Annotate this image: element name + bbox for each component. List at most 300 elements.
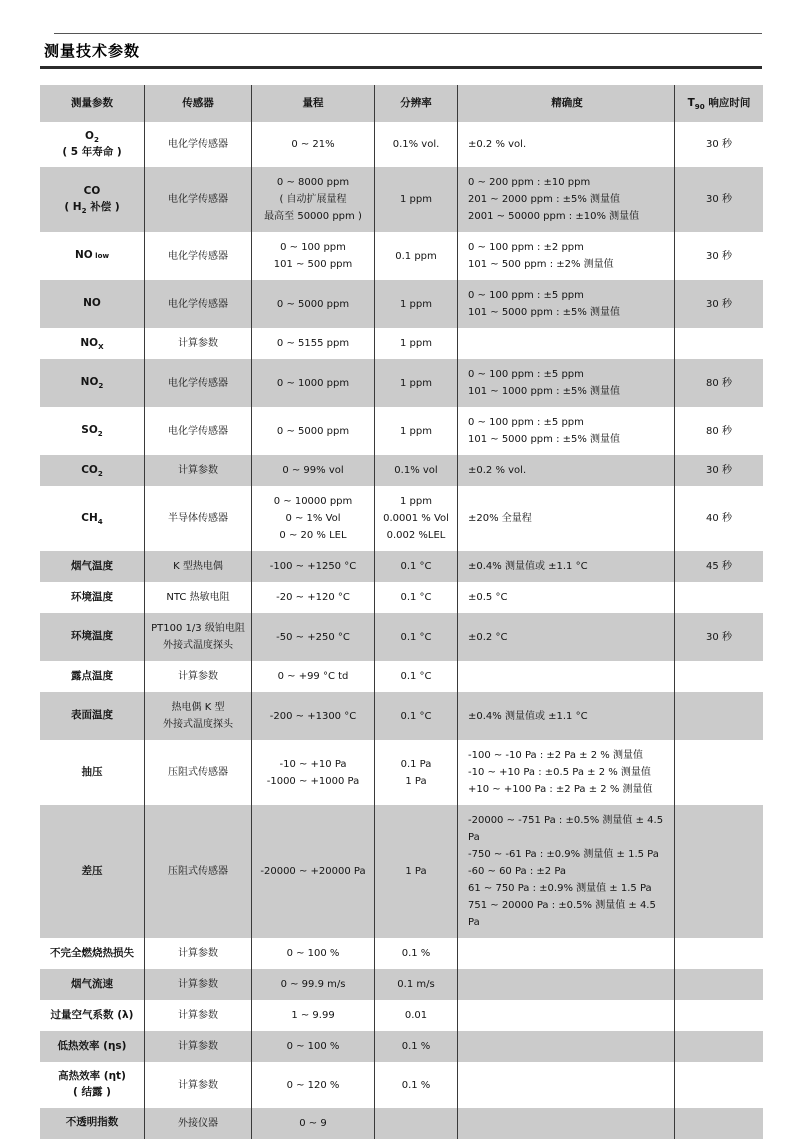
cell-line: 计算参数 — [178, 948, 218, 960]
param-cell — [40, 969, 145, 1000]
sensor-cell — [145, 359, 252, 407]
cell-line: ±0.2 % vol. — [468, 139, 527, 151]
table-row — [40, 359, 763, 407]
text-segment: 过量空气系数 (λ) — [50, 1008, 134, 1021]
cell-line: ±20% 全量程 — [468, 513, 532, 525]
column-header-response — [675, 85, 763, 122]
range-cell — [252, 407, 375, 455]
cell-line: ( 自动扩展量程 — [279, 194, 347, 206]
param-cell — [40, 359, 145, 407]
table-row — [40, 1108, 763, 1139]
accuracy-cell — [458, 407, 675, 455]
cell-line: 0.1 °C — [400, 561, 432, 573]
accuracy-cell — [458, 582, 675, 613]
text-segment: CO — [83, 185, 101, 198]
response-cell — [675, 359, 763, 407]
response-cell — [675, 661, 763, 692]
resolution-cell — [375, 1031, 458, 1062]
cell-line: -100 ~ -10 Pa : ±2 Pa ± 2 % 测量值 — [468, 750, 643, 762]
cell-line: 1 Pa — [405, 866, 427, 878]
cell-line: 外接仪器 — [178, 1117, 218, 1129]
text-segment: NO — [80, 376, 99, 389]
cell-line — [71, 708, 113, 724]
accuracy-cell — [458, 805, 675, 938]
cell-line: -200 ~ +1300 °C — [269, 710, 357, 722]
table-row — [40, 582, 763, 613]
cell-line: ±0.4% 测量值或 ±1.1 °C — [468, 710, 588, 722]
table-row — [40, 938, 763, 969]
cell-line — [58, 1039, 127, 1055]
text-segment: 精确度 — [551, 97, 583, 109]
cell-line: 0.01 — [404, 1010, 428, 1022]
resolution-cell — [375, 167, 458, 232]
text-segment: 响应时间 — [704, 97, 751, 109]
response-cell — [675, 122, 763, 168]
cell-line: 0.1 °C — [400, 592, 432, 604]
cell-line: 0 ~ 100 ppm : ±2 ppm — [468, 242, 584, 254]
cell-line: 1 ppm — [400, 377, 432, 389]
cell-line: 半导体传感器 — [168, 513, 228, 525]
cell-line: 0 ~ 10000 ppm — [273, 496, 353, 508]
sensor-cell — [145, 167, 252, 232]
cell-line: 30 秒 — [706, 298, 732, 310]
sensor-cell — [145, 1062, 252, 1108]
cell-line: 外接式温度探头 — [163, 719, 233, 731]
text-segment: 2 — [93, 134, 99, 144]
sensor-cell — [145, 232, 252, 280]
cell-line: ±0.5 °C — [468, 592, 508, 604]
cell-line: 80 秒 — [706, 377, 732, 389]
response-cell — [675, 1108, 763, 1139]
cell-line — [182, 95, 214, 112]
text-segment: 2 — [97, 469, 103, 479]
resolution-cell — [375, 359, 458, 407]
cell-line: 0 ~ 100 ppm : ±5 ppm — [468, 417, 584, 429]
accuracy-cell — [458, 740, 675, 805]
range-cell — [252, 805, 375, 938]
table-row — [40, 1031, 763, 1062]
cell-line: 电化学传感器 — [168, 425, 228, 437]
cell-line — [64, 200, 119, 216]
cell-line: 45 秒 — [706, 561, 732, 573]
param-cell — [40, 328, 145, 359]
cell-line — [81, 463, 103, 479]
response-cell — [675, 740, 763, 805]
cell-line: -60 ~ 60 Pa : ±2 Pa — [468, 866, 567, 878]
text-segment: ( 5 年寿命 ) — [62, 145, 122, 158]
range-cell — [252, 122, 375, 168]
sensor-cell — [145, 455, 252, 486]
range-cell — [252, 740, 375, 805]
cell-line: 计算参数 — [178, 671, 218, 683]
accuracy-cell — [458, 938, 675, 969]
text-segment: ( H — [64, 200, 82, 213]
cell-line: 0 ~ 5000 ppm — [276, 298, 350, 310]
text-segment: CO — [81, 463, 98, 476]
cell-line: ±0.2 °C — [468, 631, 508, 643]
text-segment: NO — [80, 336, 99, 349]
text-segment: 高热效率 (ηt) — [58, 1070, 126, 1083]
cell-line — [71, 629, 113, 645]
resolution-cell — [375, 1108, 458, 1139]
accuracy-cell — [458, 359, 675, 407]
response-cell — [675, 613, 763, 661]
text-segment: 低热效率 (ηs) — [57, 1039, 127, 1052]
response-cell — [675, 805, 763, 938]
response-cell — [675, 692, 763, 740]
cell-line: 0 ~ +99 °C td — [277, 671, 349, 683]
text-segment: 环境温度 — [71, 630, 113, 643]
sensor-cell — [145, 692, 252, 740]
text-segment: ( 结露 ) — [73, 1086, 111, 1099]
cell-line: 1 ~ 9.99 — [291, 1010, 335, 1022]
text-segment: 抽压 — [81, 765, 103, 778]
text-segment: 补偿 ) — [86, 200, 120, 213]
text-segment: 差压 — [81, 864, 103, 877]
sensor-cell — [145, 740, 252, 805]
accuracy-cell — [458, 167, 675, 232]
cell-line — [73, 1085, 111, 1101]
sensor-cell — [145, 1031, 252, 1062]
cell-line: 0 ~ 100 ppm : ±5 ppm — [468, 290, 584, 302]
cell-line: 0 ~ 120 % — [286, 1079, 340, 1091]
accuracy-cell — [458, 122, 675, 168]
response-cell — [675, 167, 763, 232]
cell-line — [71, 669, 113, 685]
cell-line: -20 ~ +120 °C — [276, 592, 350, 604]
table-row — [40, 1000, 763, 1031]
param-cell — [40, 1108, 145, 1139]
table-row — [40, 551, 763, 582]
cell-line: 1 ppm — [400, 194, 432, 206]
response-cell — [675, 232, 763, 280]
cell-line: 电化学传感器 — [168, 377, 228, 389]
sensor-cell — [145, 486, 252, 551]
sensor-cell — [145, 122, 252, 168]
cell-line: NTC 热敏电阻 — [166, 592, 230, 604]
cell-line: -50 ~ +250 °C — [276, 631, 350, 643]
text-segment: 表面温度 — [71, 709, 113, 722]
cell-line: 0.1% vol. — [392, 139, 440, 151]
accuracy-cell — [458, 328, 675, 359]
cell-line: 0.1 m/s — [397, 979, 435, 991]
cell-line: 0.1 Pa — [400, 758, 432, 770]
table-row — [40, 661, 763, 692]
resolution-cell — [375, 1062, 458, 1108]
range-cell — [252, 280, 375, 328]
response-cell — [675, 486, 763, 551]
cell-line — [58, 1069, 126, 1085]
sensor-cell — [145, 1000, 252, 1031]
text-segment: 90 — [694, 102, 705, 112]
range-cell — [252, 613, 375, 661]
text-segment: 环境温度 — [71, 590, 113, 603]
table-row — [40, 692, 763, 740]
sensor-cell — [145, 280, 252, 328]
text-segment: CH — [81, 511, 98, 524]
sensor-cell — [145, 328, 252, 359]
text-segment: 分辨率 — [400, 97, 432, 109]
cell-line: 电化学传感器 — [168, 298, 228, 310]
cell-line: 计算参数 — [178, 338, 218, 350]
cell-line: 30 秒 — [706, 194, 732, 206]
table-row — [40, 613, 763, 661]
cell-line: -100 ~ +1250 °C — [269, 561, 357, 573]
cell-line: 0.1 % — [401, 1079, 431, 1091]
accuracy-cell — [458, 1000, 675, 1031]
sensor-cell — [145, 969, 252, 1000]
cell-line — [82, 765, 103, 781]
sensor-cell — [145, 1108, 252, 1139]
cell-line — [80, 336, 103, 352]
resolution-cell — [375, 1000, 458, 1031]
cell-line: 80 秒 — [706, 425, 732, 437]
cell-line: 0.1% vol — [394, 465, 438, 477]
resolution-cell — [375, 551, 458, 582]
title-rule-top — [54, 33, 762, 34]
cell-line — [62, 145, 121, 161]
range-cell — [252, 455, 375, 486]
cell-line — [50, 946, 134, 962]
accuracy-cell — [458, 1031, 675, 1062]
text-segment: 4 — [97, 517, 103, 527]
range-cell — [252, 328, 375, 359]
cell-line: -20000 ~ -751 Pa : ±0.5% 测量值 ± 4.5 Pa — [468, 815, 664, 844]
param-cell — [40, 1000, 145, 1031]
resolution-cell — [375, 407, 458, 455]
resolution-cell — [375, 661, 458, 692]
cell-line: ±0.4% 测量值或 ±1.1 °C — [468, 561, 588, 573]
resolution-cell — [375, 232, 458, 280]
text-segment: 2 — [81, 205, 87, 215]
cell-line: -1000 ~ +1000 Pa — [266, 775, 360, 787]
param-cell — [40, 167, 145, 232]
column-header-sensor — [145, 85, 252, 122]
cell-line: 计算参数 — [178, 1041, 218, 1053]
table-row — [40, 122, 763, 168]
cell-line: K 型热电偶 — [173, 561, 223, 573]
text-segment: O — [85, 129, 94, 142]
cell-line — [71, 977, 113, 993]
column-header-range — [252, 85, 375, 122]
cell-line: 0.0001 % Vol — [383, 513, 449, 525]
cell-line: 压阻式传感器 — [168, 767, 228, 779]
cell-line: +10 ~ +100 Pa : ±2 Pa ± 2 % 测量值 — [468, 784, 653, 796]
resolution-cell — [375, 692, 458, 740]
cell-line — [71, 559, 113, 575]
cell-line: 101 ~ 5000 ppm : ±5% 测量值 — [468, 434, 621, 446]
cell-line: 101 ~ 500 ppm : ±2% 测量值 — [468, 259, 614, 271]
cell-line: 0 ~ 8000 ppm — [276, 177, 350, 189]
cell-line: 电化学传感器 — [168, 250, 228, 262]
cell-line: 0.1 °C — [400, 631, 432, 643]
table-row — [40, 280, 763, 328]
column-header-resolution — [375, 85, 458, 122]
cell-line — [84, 184, 101, 200]
cell-line: 0.002 %LEL — [386, 530, 446, 542]
param-cell — [40, 740, 145, 805]
range-cell — [252, 582, 375, 613]
cell-line: 0 ~ 200 ppm : ±10 ppm — [468, 177, 591, 189]
response-cell — [675, 969, 763, 1000]
table-row — [40, 740, 763, 805]
accuracy-cell — [458, 661, 675, 692]
resolution-cell — [375, 582, 458, 613]
cell-line: 30 秒 — [706, 139, 732, 151]
param-cell — [40, 407, 145, 455]
response-cell — [675, 938, 763, 969]
text-segment: T — [687, 97, 695, 109]
cell-line: 0 ~ 100 ppm — [280, 242, 346, 254]
text-segment: 测量参数 — [71, 97, 113, 109]
range-cell — [252, 167, 375, 232]
param-cell — [40, 938, 145, 969]
cell-line: 0.1 °C — [400, 710, 432, 722]
resolution-cell — [375, 938, 458, 969]
sensor-cell — [145, 805, 252, 938]
range-cell — [252, 1108, 375, 1139]
cell-line: 0 ~ 20 % LEL — [279, 530, 347, 542]
param-cell — [40, 613, 145, 661]
response-cell — [675, 582, 763, 613]
sensor-cell — [145, 551, 252, 582]
cell-line: 压阻式传感器 — [168, 866, 228, 878]
cell-line — [81, 511, 102, 527]
cell-line: 0 ~ 100 ppm : ±5 ppm — [468, 369, 584, 381]
table-header-row — [40, 85, 763, 122]
accuracy-cell — [458, 486, 675, 551]
cell-line: 0 ~ 9 — [299, 1117, 327, 1129]
param-cell — [40, 122, 145, 168]
text-segment: X — [98, 342, 104, 352]
cell-line: 0 ~ 100 % — [286, 1041, 340, 1053]
sensor-cell — [145, 582, 252, 613]
text-segment: SO — [81, 424, 98, 437]
cell-line — [71, 590, 113, 606]
param-cell — [40, 661, 145, 692]
text-segment: 2 — [98, 381, 104, 391]
table-row — [40, 407, 763, 455]
cell-line: 101 ~ 500 ppm — [273, 259, 353, 271]
cell-line — [81, 423, 102, 439]
response-cell — [675, 455, 763, 486]
text-segment: NO — [83, 297, 101, 310]
param-cell — [40, 486, 145, 551]
cell-line — [688, 95, 751, 112]
accuracy-cell — [458, 613, 675, 661]
cell-line: 1 ppm — [400, 496, 432, 508]
param-cell — [40, 692, 145, 740]
response-cell — [675, 1062, 763, 1108]
text-segment: 烟气温度 — [71, 559, 113, 572]
title-rule-bottom — [40, 66, 762, 69]
cell-line: 0.1 % — [401, 1041, 431, 1053]
resolution-cell — [375, 328, 458, 359]
text-segment: low — [92, 251, 110, 261]
cell-line: 1 ppm — [400, 425, 432, 437]
cell-line: 计算参数 — [178, 979, 218, 991]
accuracy-cell — [458, 280, 675, 328]
cell-line: PT100 1/3 级铂电阻 — [151, 623, 245, 635]
cell-line: -10 ~ +10 Pa : ±0.5 Pa ± 2 % 测量值 — [468, 767, 651, 779]
cell-line: 101 ~ 5000 ppm : ±5% 测量值 — [468, 307, 621, 319]
sensor-cell — [145, 407, 252, 455]
cell-line: 61 ~ 750 Pa : ±0.9% 测量值 ± 1.5 Pa — [468, 883, 652, 895]
cell-line: 0 ~ 5155 ppm — [276, 338, 350, 350]
range-cell — [252, 969, 375, 1000]
range-cell — [252, 661, 375, 692]
cell-line: 30 秒 — [706, 631, 732, 643]
cell-line: 外接式温度探头 — [163, 640, 233, 652]
cell-line: 1 ppm — [400, 298, 432, 310]
response-cell — [675, 1031, 763, 1062]
cell-line — [51, 1008, 134, 1024]
sensor-cell — [145, 613, 252, 661]
range-cell — [252, 232, 375, 280]
text-segment: 不透明指数 — [65, 1116, 119, 1129]
table-row — [40, 969, 763, 1000]
param-cell — [40, 280, 145, 328]
cell-line: 0 ~ 5000 ppm — [276, 425, 350, 437]
resolution-cell — [375, 455, 458, 486]
page-title: 测量技术参数 — [44, 42, 141, 60]
cell-line — [66, 1115, 119, 1131]
accuracy-cell — [458, 969, 675, 1000]
resolution-cell — [375, 280, 458, 328]
text-segment: NO — [74, 249, 93, 262]
param-cell — [40, 805, 145, 938]
param-cell — [40, 582, 145, 613]
param-cell — [40, 551, 145, 582]
param-cell — [40, 1031, 145, 1062]
cell-line — [75, 248, 109, 264]
spec-table — [40, 85, 763, 1139]
cell-line: 计算参数 — [178, 465, 218, 477]
cell-line: 0 ~ 99% vol — [282, 465, 344, 477]
cell-line: 计算参数 — [178, 1010, 218, 1022]
cell-line: 最高至 50000 ppm ) — [264, 211, 362, 223]
accuracy-cell — [458, 692, 675, 740]
table-row — [40, 232, 763, 280]
range-cell — [252, 551, 375, 582]
cell-line: ±0.2 % vol. — [468, 465, 527, 477]
text-segment: 传感器 — [182, 97, 214, 109]
accuracy-cell — [458, 1062, 675, 1108]
table-row — [40, 167, 763, 232]
cell-line — [85, 129, 99, 145]
cell-line — [82, 864, 103, 880]
cell-line: 0 ~ 99.9 m/s — [280, 979, 346, 991]
cell-line: 2001 ~ 50000 ppm : ±10% 测量值 — [468, 211, 640, 223]
cell-line — [400, 95, 432, 112]
cell-line: 101 ~ 1000 ppm : ±5% 测量值 — [468, 386, 621, 398]
response-cell — [675, 407, 763, 455]
resolution-cell — [375, 613, 458, 661]
sensor-cell — [145, 938, 252, 969]
cell-line — [81, 375, 104, 391]
cell-line: 1 Pa — [405, 775, 427, 787]
table-row — [40, 455, 763, 486]
cell-line: 0 ~ 100 % — [286, 948, 340, 960]
resolution-cell — [375, 486, 458, 551]
title-block — [40, 33, 762, 69]
param-cell — [40, 232, 145, 280]
cell-line: 30 秒 — [706, 465, 732, 477]
cell-line: 0 ~ 1% Vol — [285, 513, 341, 525]
resolution-cell — [375, 805, 458, 938]
cell-line: 电化学传感器 — [168, 139, 228, 151]
cell-line: 热电偶 K 型 — [171, 702, 225, 714]
